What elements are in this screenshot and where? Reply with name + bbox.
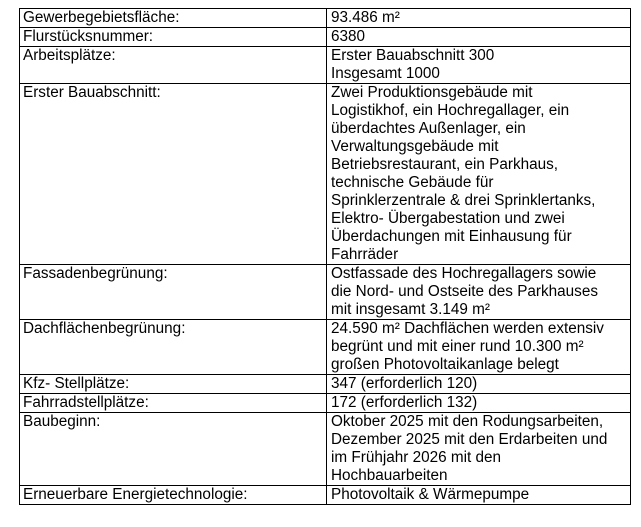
table-row (20, 320, 631, 375)
table-row (20, 84, 631, 265)
table-row (20, 394, 631, 413)
row-label: Baubeginn: (20, 413, 327, 486)
row-value: 24.590 m² Dachflächen werden extensiv begrünt und mit einer rund 10.300 m² großen Photovoltaikanlage belegt (327, 320, 631, 375)
row-value: 6380 (327, 28, 631, 47)
row-value: Photovoltaik & Wärmepumpe (327, 486, 631, 505)
row-label: Gewerbegebietsfläche: (20, 9, 327, 28)
table-row (20, 375, 631, 394)
row-label: Fassadenbegrünung: (20, 265, 327, 320)
table-row (20, 413, 631, 486)
table-row (20, 28, 631, 47)
row-label: Kfz- Stellplätze: (20, 375, 327, 394)
row-value: Ostfassade des Hochregallagers sowie die Nord- und Ostseite des Parkhauses mit insgesamt 3.149 m² (327, 265, 631, 320)
table-row (20, 265, 631, 320)
table-row (20, 486, 631, 505)
row-value: Erster Bauabschnitt 300 Insgesamt 1000 (327, 47, 631, 84)
row-label: Dachflächenbegrünung: (20, 320, 327, 375)
table-row (20, 9, 631, 28)
row-label: Erneuerbare Energietechnologie: (20, 486, 327, 505)
row-value: 93.486 m² (327, 9, 631, 28)
row-value: Zwei Produktionsgebäude mit Logistikhof, ein Hochregallager, ein überdachtes Außenlager, ein Verwaltungsgebäude mit Betriebsrestaurant, ein Parkhaus, technische Gebäude für Sprinklerzentrale & drei Sprinklertanks, Elektro- Übergabestation und zwei Überdachungen mit Einhausung für Fahrräder (327, 84, 631, 265)
row-value: 347 (erforderlich 120) (327, 375, 631, 394)
row-label: Erster Bauabschnitt: (20, 84, 327, 265)
row-label: Fahrradstellplätze: (20, 394, 327, 413)
project-data-table (19, 8, 631, 505)
row-value: 172 (erforderlich 132) (327, 394, 631, 413)
row-value: Oktober 2025 mit den Rodungsarbeiten, Dezember 2025 mit den Erdarbeiten und im Frühjahr 2026 mit den Hochbauarbeiten (327, 413, 631, 486)
table-row (20, 47, 631, 84)
row-label: Arbeitsplätze: (20, 47, 327, 84)
row-label: Flurstücksnummer: (20, 28, 327, 47)
